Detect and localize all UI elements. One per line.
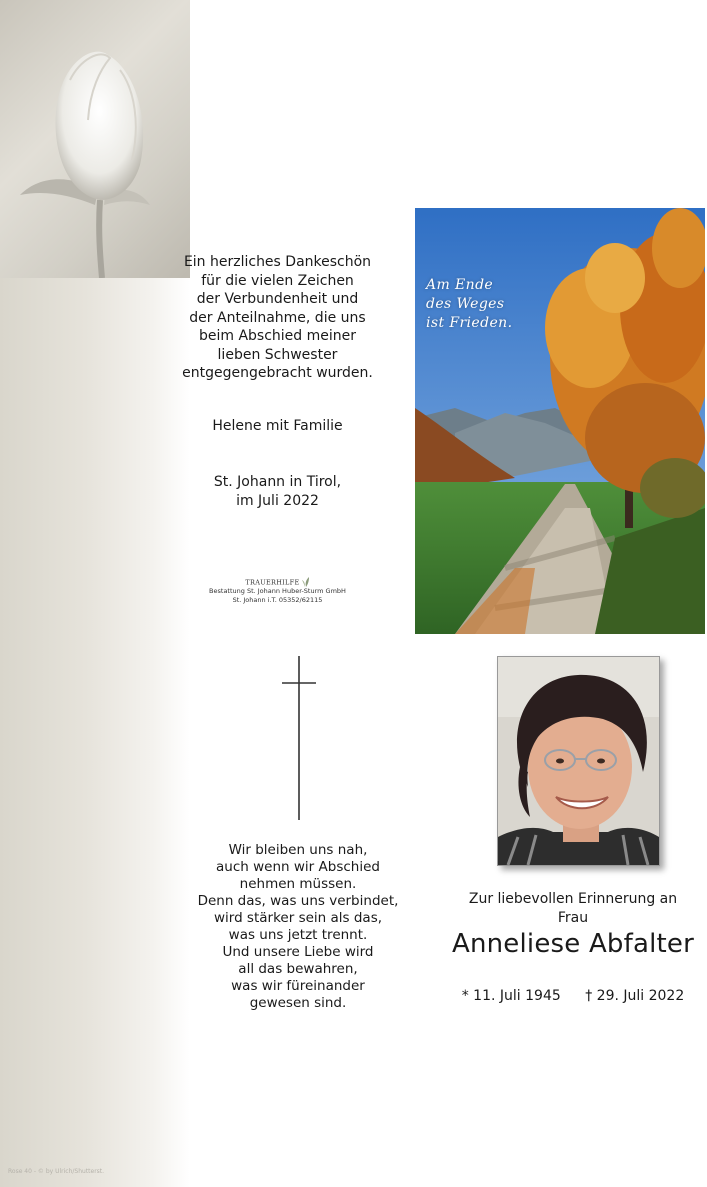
place-and-date — [170, 473, 385, 510]
white-rose-image — [0, 0, 190, 278]
poem-line: Denn das, was uns verbindet, — [197, 893, 399, 909]
thanks-line: der Anteilnahme, die uns — [189, 309, 366, 326]
thanks-line: beim Abschied meiner — [198, 328, 357, 344]
thanks-line: Ein herzliches Dankeschön — [183, 254, 372, 270]
thanks-line: lieben Schwester — [217, 346, 338, 363]
death-date: † 29. Juli 2022 — [585, 988, 685, 1004]
portrait-photo — [497, 656, 660, 866]
memorial-poem — [188, 842, 408, 1012]
poem-line: auch wenn wir Abschied — [216, 859, 380, 875]
funeral-home-contact: St. Johann i.T. 05352/62115 — [232, 595, 323, 604]
salutation: Frau — [557, 909, 589, 926]
place-line: St. Johann in Tirol, — [213, 474, 342, 490]
poem-line: was wir füreinander — [231, 978, 365, 994]
poem-line: all das bewahren, — [238, 961, 358, 977]
poem-line: Und unsere Liebe wird — [222, 944, 374, 960]
landscape-quote — [426, 276, 512, 333]
quote-line: ist Frieden. — [426, 315, 513, 331]
poem-line: gewesen sind. — [249, 995, 347, 1011]
thanks-line: für die vielen Zeichen — [201, 272, 354, 289]
funeral-home-company: Bestattung St. Johann Huber-Sturm GmbH — [209, 587, 346, 595]
memorial-intro — [438, 890, 707, 927]
funeral-home-imprint — [195, 577, 360, 604]
quote-line: Am Ende — [426, 277, 494, 293]
cross-icon — [282, 656, 316, 820]
quote-line: des Weges — [426, 296, 505, 312]
thanks-message — [170, 253, 385, 383]
thanks-line: der Verbundenheit und — [196, 291, 359, 307]
poem-line: nehmen müssen. — [239, 876, 357, 892]
funeral-home-brand: TRAUERHILFE — [195, 577, 360, 587]
decorative-side-strip — [0, 0, 190, 1187]
poem-line: Wir bleiben uns nah, — [228, 842, 368, 858]
life-dates — [438, 988, 707, 1004]
deceased-name: Anneliese Abfalter — [451, 929, 695, 959]
thanks-line: entgegengebracht wurden. — [182, 365, 373, 381]
birth-date: * 11. Juli 1945 — [461, 988, 561, 1004]
image-credit: Rose 40 - © by Ulrich/Shutterst. — [8, 1168, 105, 1175]
autumn-landscape-image — [415, 208, 705, 634]
leaf-icon — [302, 577, 310, 587]
date-line: im Juli 2022 — [236, 492, 319, 509]
signature: Helene mit Familie — [212, 418, 343, 434]
poem-line: wird stärker sein als das, — [213, 910, 383, 926]
poem-line: was uns jetzt trennt. — [228, 927, 368, 943]
intro-line: Zur liebevollen Erinnerung an — [468, 891, 678, 907]
